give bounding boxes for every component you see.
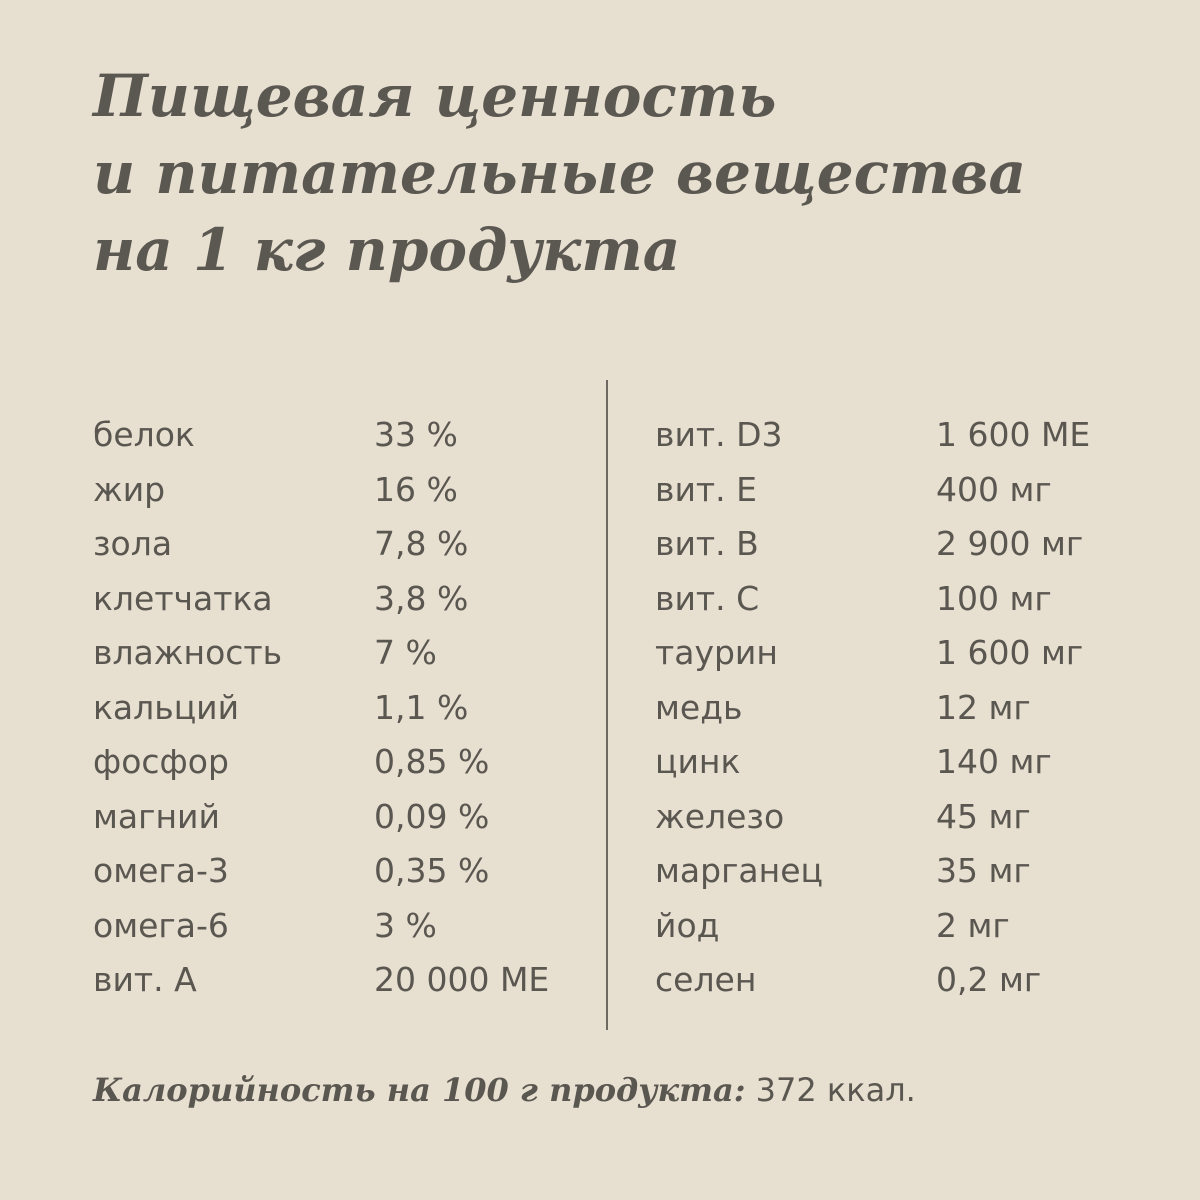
nutrient-name: магний xyxy=(93,796,220,836)
calorie-value: 372 ккал. xyxy=(755,1071,916,1109)
nutrient-name: клетчатка xyxy=(93,578,273,618)
nutrient-value: 16 % xyxy=(374,469,458,509)
nutrient-name: вит. А xyxy=(93,960,197,999)
nutrient-name: влажность xyxy=(93,633,283,672)
nutrient-value: 35 мг xyxy=(936,851,1031,890)
nutrient-value: 3 % xyxy=(374,905,437,945)
nutrient-value: 2 мг xyxy=(936,905,1010,945)
nutrient-name: омега-3 xyxy=(93,851,229,890)
nutrient-name: кальций xyxy=(93,687,240,727)
nutrient-name: вит. С xyxy=(655,578,760,618)
title-line-2: и питательные вещества xyxy=(93,139,1027,207)
nutrient-name: вит. D3 xyxy=(655,415,783,454)
nutrient-value: 0,35 % xyxy=(374,851,490,890)
nutrient-name: жир xyxy=(93,469,166,509)
nutrient-name: вит. Е xyxy=(655,469,757,509)
page-title xyxy=(93,58,1153,289)
title-line-1: Пищевая ценность xyxy=(93,62,777,130)
nutrient-value: 1 600 мг xyxy=(936,633,1084,672)
nutrient-name: марганец xyxy=(655,851,823,890)
nutrient-value: 0,2 мг xyxy=(936,960,1042,999)
nutrient-value: 140 мг xyxy=(936,742,1052,781)
nutrient-value: 20 000 МЕ xyxy=(374,960,550,999)
nutrient-value: 1,1 % xyxy=(374,687,469,727)
nutrient-value: 0,09 % xyxy=(374,796,490,836)
nutrient-value: 100 мг xyxy=(936,578,1052,618)
nutrient-name: селен xyxy=(655,960,757,999)
nutrient-name: йод xyxy=(655,905,720,945)
calorie-label: Калорийность на 100 г продукта: xyxy=(93,1071,746,1109)
nutrient-name: железо xyxy=(655,796,785,836)
nutrient-value: 400 мг xyxy=(936,469,1052,509)
nutrient-name: медь xyxy=(655,687,743,727)
calorie-footer xyxy=(93,1066,916,1114)
nutrient-name: белок xyxy=(93,415,195,454)
column-divider xyxy=(606,380,608,1030)
nutrient-name: фосфор xyxy=(93,742,229,781)
nutrient-name: зола xyxy=(93,524,173,563)
nutrient-name: вит. В xyxy=(655,524,759,563)
nutrient-name: цинк xyxy=(655,742,741,781)
nutrient-value: 7,8 % xyxy=(374,524,469,563)
title-line-3: на 1 кг продукта xyxy=(93,216,681,284)
nutrient-value: 33 % xyxy=(374,415,458,454)
nutrient-name: омега-6 xyxy=(93,905,229,945)
nutrient-value: 45 мг xyxy=(936,796,1031,836)
nutrient-value: 7 % xyxy=(374,633,437,672)
nutrient-value: 0,85 % xyxy=(374,742,490,781)
nutrient-value: 1 600 МЕ xyxy=(936,415,1091,454)
nutrient-value: 2 900 мг xyxy=(936,524,1084,563)
nutrient-value: 3,8 % xyxy=(374,578,469,618)
nutrient-name: таурин xyxy=(655,633,778,672)
nutrient-value: 12 мг xyxy=(936,687,1031,727)
